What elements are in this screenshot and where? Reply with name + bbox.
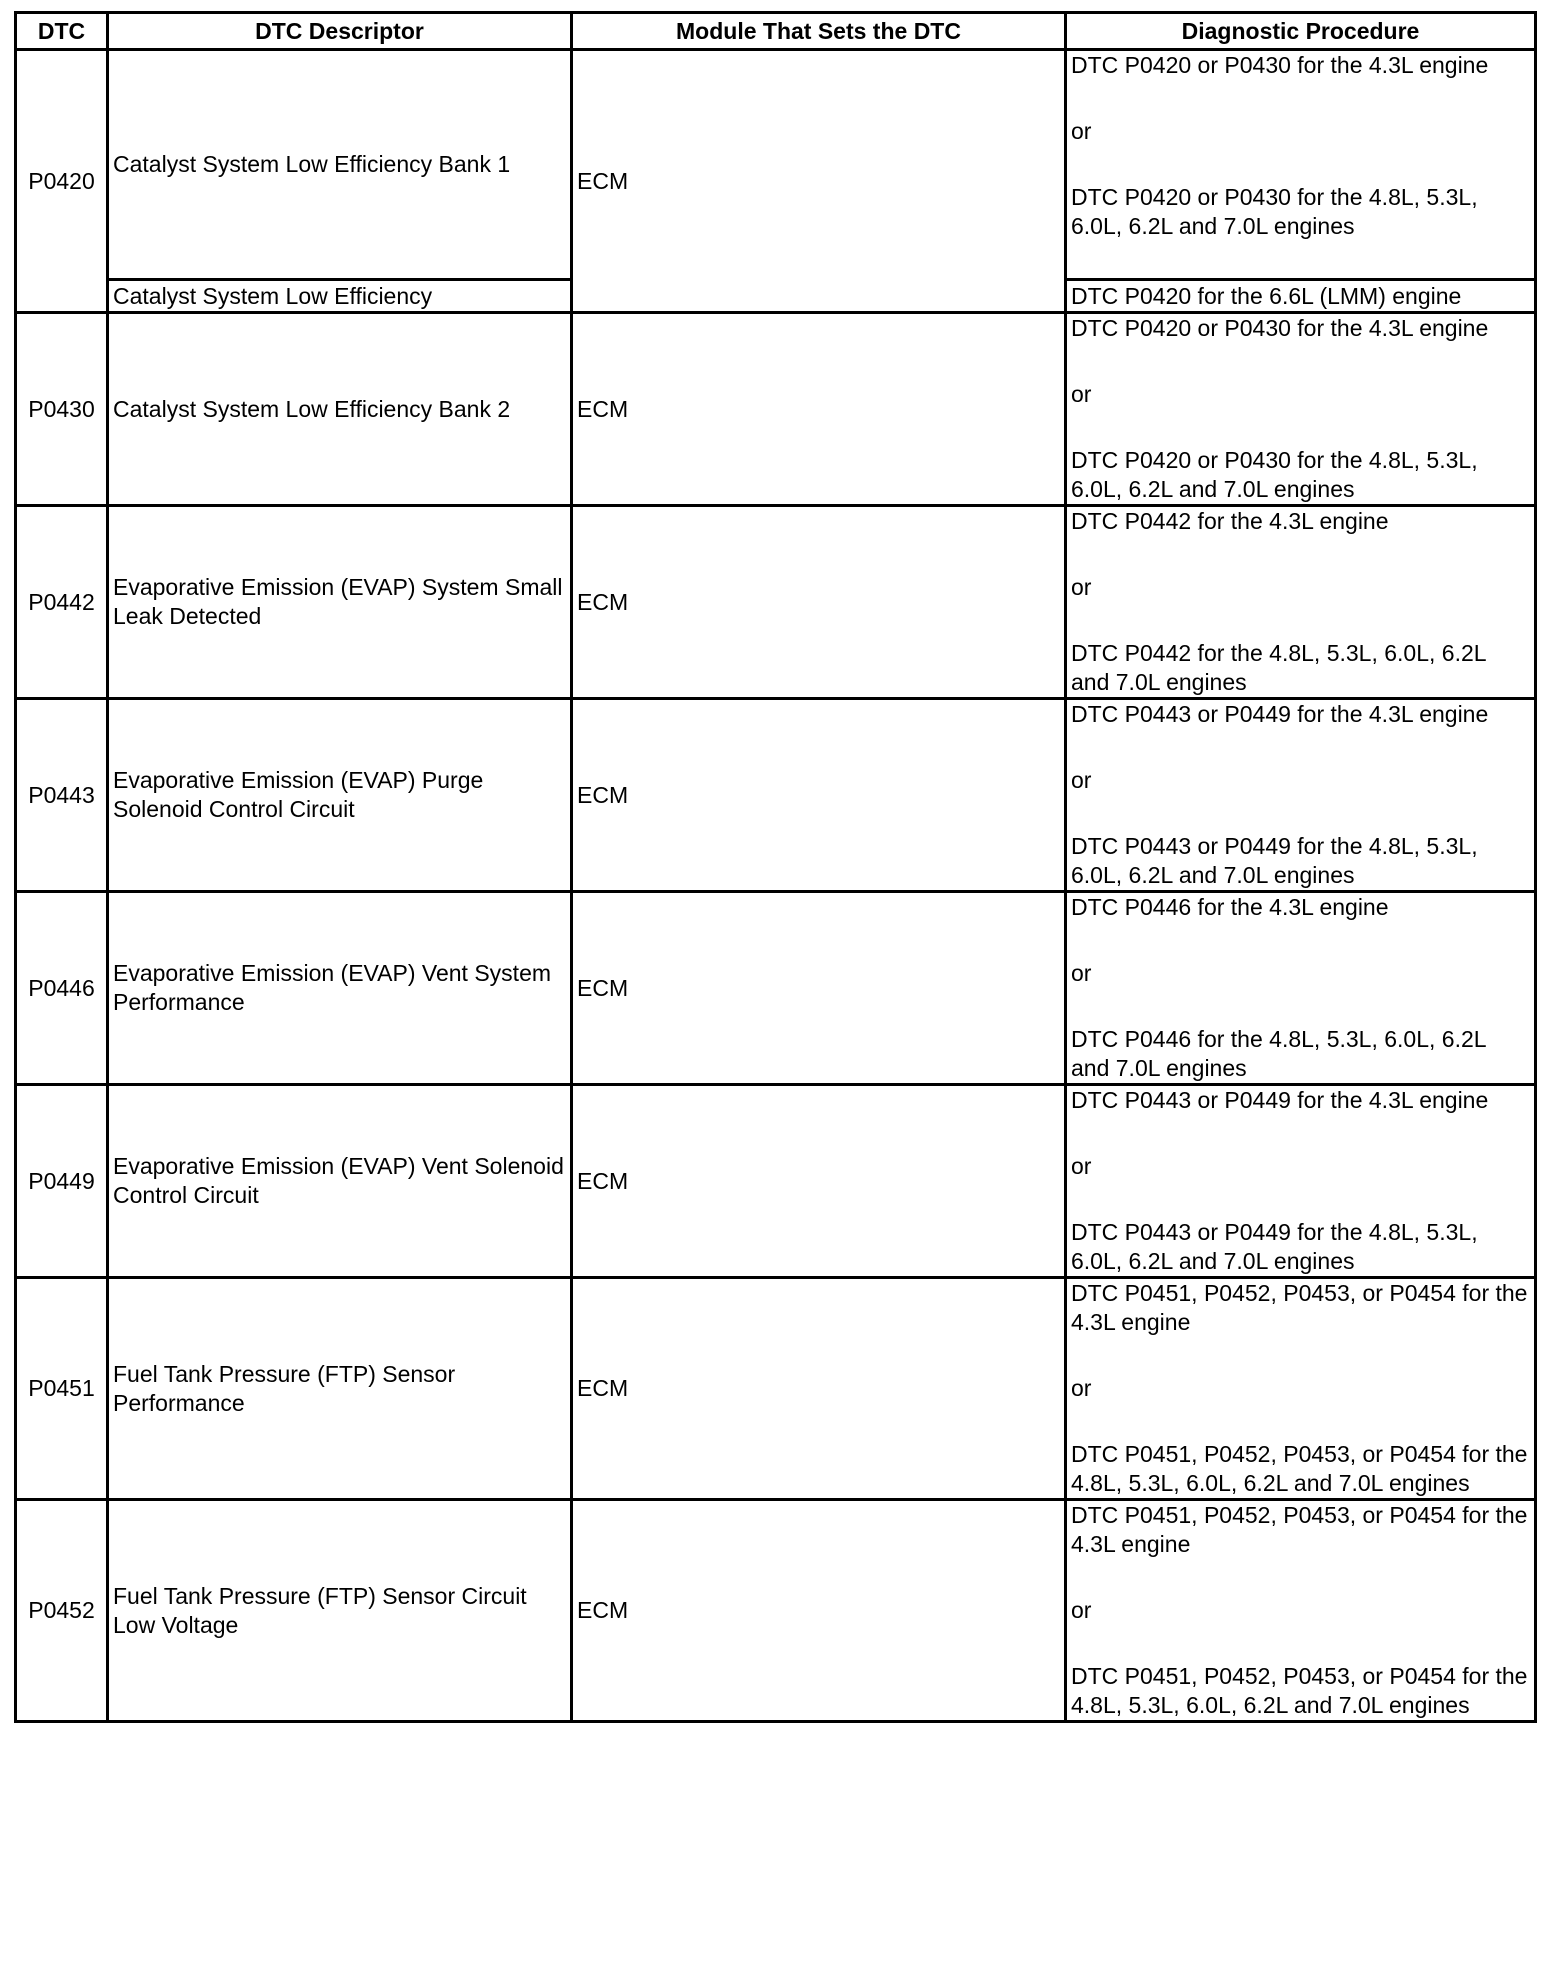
- table-row: [16, 1085, 1536, 1278]
- procedure-or: or: [1071, 1153, 1092, 1179]
- diagnostic-procedure: [1066, 892, 1536, 1085]
- module: ECM: [572, 50, 1066, 313]
- dtc-code: P0443: [16, 699, 108, 892]
- header-diagnostic-procedure: Diagnostic Procedure: [1066, 13, 1536, 50]
- dtc-code: P0442: [16, 506, 108, 699]
- dtc-code: P0430: [16, 313, 108, 506]
- procedure-primary[interactable]: DTC P0443 or P0449 for the 4.3L engine: [1071, 1087, 1489, 1113]
- header-dtc: DTC: [16, 13, 108, 50]
- dtc-descriptor: Fuel Tank Pressure (FTP) Sensor Circuit Low Voltage: [108, 1500, 572, 1722]
- dtc-descriptor: Fuel Tank Pressure (FTP) Sensor Performance: [108, 1278, 572, 1500]
- table-header-row: [16, 13, 1536, 50]
- procedure-alternate[interactable]: DTC P0451, P0452, P0453, or P0454 for the 4.8L, 5.3L, 6.0L, 6.2L and 7.0L engines: [1071, 1663, 1528, 1718]
- dtc-descriptor: Evaporative Emission (EVAP) Vent Solenoid Control Circuit: [108, 1085, 572, 1278]
- dtc-code: P0451: [16, 1278, 108, 1500]
- procedure-or: or: [1071, 960, 1092, 986]
- module: ECM: [572, 892, 1066, 1085]
- procedure-or: or: [1071, 381, 1092, 407]
- diagnostic-procedure: [1066, 699, 1536, 892]
- procedure-alternate[interactable]: DTC P0451, P0452, P0453, or P0454 for the 4.8L, 5.3L, 6.0L, 6.2L and 7.0L engines: [1071, 1441, 1528, 1496]
- table-row: [16, 1278, 1536, 1500]
- procedure-or: or: [1071, 1375, 1092, 1401]
- diagnostic-procedure: [1066, 1085, 1536, 1278]
- module: ECM: [572, 1278, 1066, 1500]
- procedure-alternate[interactable]: DTC P0446 for the 4.8L, 5.3L, 6.0L, 6.2L and 7.0L engines: [1071, 1026, 1486, 1081]
- dtc-descriptor: Evaporative Emission (EVAP) System Small Leak Detected: [108, 506, 572, 699]
- diagnostic-procedure-sub[interactable]: DTC P0420 for the 6.6L (LMM) engine: [1066, 280, 1536, 313]
- diagnostic-procedure: [1066, 313, 1536, 506]
- table-row: [16, 699, 1536, 892]
- dtc-table: [14, 11, 1537, 1723]
- procedure-alternate[interactable]: DTC P0443 or P0449 for the 4.8L, 5.3L, 6.0L, 6.2L and 7.0L engines: [1071, 1219, 1478, 1274]
- dtc-descriptor: Catalyst System Low Efficiency Bank 1: [108, 50, 572, 280]
- table-row: [16, 313, 1536, 506]
- dtc-code: P0420: [16, 50, 108, 313]
- procedure-or: or: [1071, 1597, 1092, 1623]
- procedure-primary[interactable]: DTC P0451, P0452, P0453, or P0454 for the 4.3L engine: [1071, 1280, 1528, 1335]
- table-row: [16, 892, 1536, 1085]
- table-row: [16, 50, 1536, 280]
- header-dtc-descriptor: DTC Descriptor: [108, 13, 572, 50]
- dtc-code: P0452: [16, 1500, 108, 1722]
- dtc-descriptor: Catalyst System Low Efficiency Bank 2: [108, 313, 572, 506]
- procedure-primary[interactable]: DTC P0442 for the 4.3L engine: [1071, 508, 1389, 534]
- procedure-alternate[interactable]: DTC P0442 for the 4.8L, 5.3L, 6.0L, 6.2L and 7.0L engines: [1071, 640, 1486, 695]
- procedure-or: or: [1071, 118, 1092, 144]
- dtc-descriptor: Evaporative Emission (EVAP) Purge Solenoid Control Circuit: [108, 699, 572, 892]
- module: ECM: [572, 1085, 1066, 1278]
- table-row: [16, 1500, 1536, 1722]
- module: ECM: [572, 699, 1066, 892]
- procedure-alternate[interactable]: DTC P0420 or P0430 for the 4.8L, 5.3L, 6.0L, 6.2L and 7.0L engines: [1071, 184, 1478, 239]
- procedure-or: or: [1071, 574, 1092, 600]
- dtc-descriptor: Evaporative Emission (EVAP) Vent System Performance: [108, 892, 572, 1085]
- diagnostic-procedure: [1066, 1278, 1536, 1500]
- dtc-code: P0446: [16, 892, 108, 1085]
- procedure-alternate[interactable]: DTC P0443 or P0449 for the 4.8L, 5.3L, 6.0L, 6.2L and 7.0L engines: [1071, 833, 1478, 888]
- diagnostic-procedure: [1066, 1500, 1536, 1722]
- module: ECM: [572, 506, 1066, 699]
- procedure-primary[interactable]: DTC P0443 or P0449 for the 4.3L engine: [1071, 701, 1489, 727]
- diagnostic-procedure: [1066, 50, 1536, 280]
- module: ECM: [572, 1500, 1066, 1722]
- module: ECM: [572, 313, 1066, 506]
- header-module: Module That Sets the DTC: [572, 13, 1066, 50]
- procedure-or: or: [1071, 767, 1092, 793]
- procedure-primary[interactable]: DTC P0451, P0452, P0453, or P0454 for the 4.3L engine: [1071, 1502, 1528, 1557]
- procedure-primary[interactable]: DTC P0420 or P0430 for the 4.3L engine: [1071, 52, 1489, 78]
- procedure-alternate[interactable]: DTC P0420 or P0430 for the 4.8L, 5.3L, 6.0L, 6.2L and 7.0L engines: [1071, 447, 1478, 502]
- dtc-sub-descriptor: Catalyst System Low Efficiency: [108, 280, 572, 313]
- procedure-primary[interactable]: DTC P0446 for the 4.3L engine: [1071, 894, 1389, 920]
- table-row: [16, 506, 1536, 699]
- dtc-code: P0449: [16, 1085, 108, 1278]
- diagnostic-procedure: [1066, 506, 1536, 699]
- procedure-primary[interactable]: DTC P0420 or P0430 for the 4.3L engine: [1071, 315, 1489, 341]
